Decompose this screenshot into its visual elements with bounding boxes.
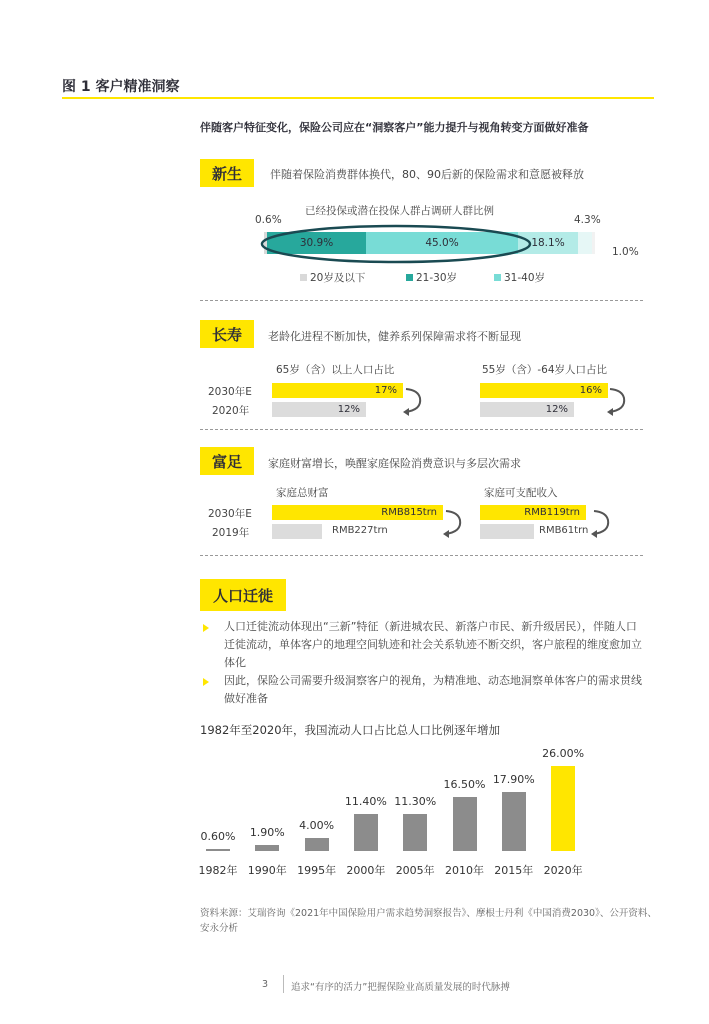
elderly-65-title: 65岁（含）以上人口占比 — [276, 364, 395, 376]
age-seg-over60 — [592, 232, 595, 254]
curve-arrow-icon — [442, 508, 466, 538]
divider-2 — [200, 429, 643, 430]
curve-arrow-icon — [590, 508, 614, 538]
migration-category-label: 1995年 — [297, 864, 337, 877]
bullet-arrow-icon — [203, 678, 209, 686]
footer-divider — [283, 975, 284, 993]
curve-arrow-icon — [402, 386, 426, 416]
migration-value-label: 17.90% — [492, 773, 535, 787]
age-label-left: 0.6% — [255, 214, 282, 226]
migration-value-label: 26.00% — [542, 747, 585, 760]
source-note: 资料来源：艾瑞咨询《2021年中国保险用户需求趋势洞察报告》、摩根士丹利《中国消费2030》、公开资料、安永分析 — [200, 908, 657, 934]
migration-chart-title: 1982年至2020年，我国流动人口占比总人口比例逐年增加 — [200, 723, 501, 737]
migration-value-label: 11.30% — [394, 795, 437, 809]
bar-55-2020: 12% — [480, 402, 574, 417]
migration-value-label: 4.00% — [299, 818, 335, 832]
footer-text: 追求“有序的活力”把握保险业高质量发展的时代脉搏 — [291, 982, 510, 993]
bar-65-2020: 12% — [272, 402, 366, 417]
legend-label-2: 21-30岁 — [416, 272, 458, 284]
migration-bar-2015年 — [502, 792, 526, 851]
bar-65-2030: 17% — [272, 383, 403, 398]
row-label-2030: 2030年E — [208, 508, 252, 520]
age-seg-31-40: 45.0% — [366, 232, 518, 254]
legend-swatch-2 — [406, 274, 413, 281]
age-seg-41-50: 18.1% — [518, 232, 578, 254]
bullet-arrow-icon — [203, 624, 209, 632]
migration-value-label: 16.50% — [443, 778, 486, 792]
migration-value-label: 11.40% — [344, 794, 387, 808]
tag-xinsheng: 新生 — [200, 159, 254, 187]
migration-category-label: 1982年 — [198, 864, 238, 877]
migration-value-label: 1.90% — [249, 825, 285, 839]
bar-income-2030: RMB119trn — [480, 505, 586, 520]
bullet-2: 因此，保险公司需要升级洞察客户的视角，为精准地、动态地洞察单体客户的需求贯线做好准备 — [224, 674, 642, 705]
divider-3 — [200, 555, 643, 556]
tag-qianxi: 人口迁徙 — [200, 579, 286, 611]
age-seg-51-60 — [578, 232, 592, 254]
age-seg-21-30: 30.9% — [267, 232, 366, 254]
migration-category-label: 2020年 — [543, 864, 583, 877]
legend-label-1: 20岁及以下 — [310, 272, 366, 284]
income-title: 家庭可支配收入 — [484, 487, 558, 499]
tag-changshou: 长寿 — [200, 320, 254, 348]
figure-title: 图 1 客户精准洞察 — [62, 79, 180, 95]
migration-value-label: 0.60% — [200, 830, 236, 844]
migration-category-label: 2000年 — [346, 864, 386, 877]
legend-swatch-1 — [300, 274, 307, 281]
migration-category-label: 2010年 — [445, 864, 484, 877]
migration-bar-2020年 — [551, 766, 575, 851]
age-bar-title: 已经投保或潜在投保人群占调研人群比例 — [305, 205, 494, 217]
migration-bar-2005年 — [403, 814, 427, 851]
bar-55-2030: 16% — [480, 383, 608, 398]
migration-category-label: 2015年 — [494, 864, 534, 877]
age-label-right-bottom: 1.0% — [612, 246, 639, 258]
legend-swatch-3 — [494, 274, 501, 281]
divider-1 — [200, 300, 643, 301]
row-label-2019: 2019年 — [212, 527, 250, 539]
changshou-desc: 老龄化进程不断加快，健养系列保障需求将不断显现 — [268, 330, 521, 343]
page-number: 3 — [262, 979, 269, 990]
figure-subtitle: 伴随客户特征变化，保险公司应在“洞察客户”能力提升与视角转变方面做好准备 — [200, 121, 589, 134]
migration-category-label: 1990年 — [247, 864, 287, 877]
migration-bar-2010年 — [453, 797, 477, 851]
fuzu-desc: 家庭财富增长，唤醒家庭保险消费意识与多层次需求 — [268, 457, 521, 470]
age-label-right-top: 4.3% — [574, 214, 601, 226]
migration-bar-1995年 — [305, 838, 329, 851]
curve-arrow-icon — [606, 386, 630, 416]
legend-label-3: 31-40岁 — [504, 272, 546, 284]
migration-bar-2000年 — [354, 814, 378, 851]
bullet-1: 人口迁徙流动体现出“三新”特征（新进城农民、新落户市民、新升级居民），伴随人口迁徙流动，单体客户的地理空间轨迹和社会关系轨迹不断交织，客户旅程的维度愈加立体化 — [224, 620, 642, 669]
bar-income-2019 — [480, 524, 534, 539]
tag-fuzu: 富足 — [200, 447, 254, 475]
migration-bar-1990年 — [255, 845, 279, 851]
bar-wealth-2019 — [272, 524, 322, 539]
title-rule — [62, 97, 654, 99]
migration-bar-1982年 — [206, 849, 230, 851]
elderly-55-title: 55岁（含）-64岁人口占比 — [482, 364, 608, 376]
income-2019-value: RMB61trn — [539, 525, 589, 536]
bar-wealth-2030: RMB815trn — [272, 505, 443, 520]
wealth-title: 家庭总财富 — [276, 487, 329, 499]
migration-category-label: 2005年 — [395, 864, 435, 877]
row-label-2030: 2030年E — [208, 386, 252, 398]
xinsheng-desc: 伴随着保险消费群体换代，80、90后新的保险需求和意愿被释放 — [270, 168, 584, 181]
row-label-2020: 2020年 — [212, 405, 250, 417]
wealth-2019-value: RMB227trn — [332, 525, 388, 536]
highlight-ellipse — [258, 223, 534, 265]
